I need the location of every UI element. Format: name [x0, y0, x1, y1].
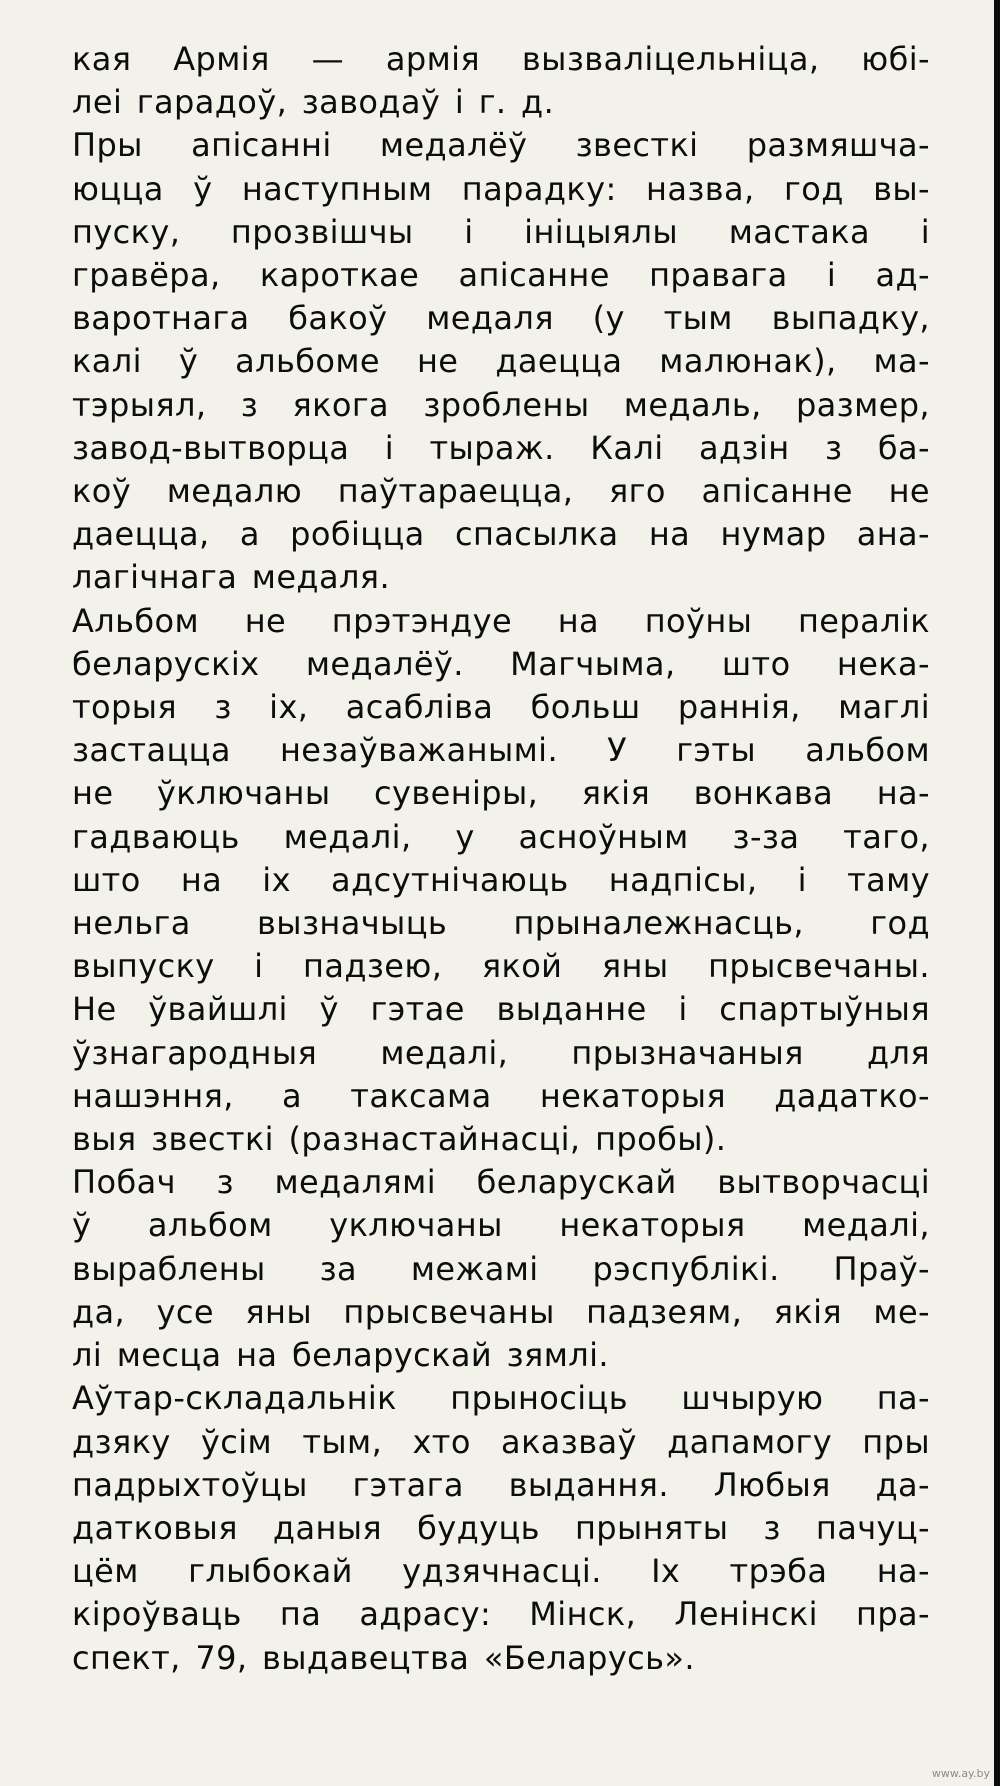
text-line: датковыя даныя будуць прыняты з пачуц-: [72, 1508, 930, 1547]
text-line: беларускіх медалёў. Магчыма, што нека-: [72, 644, 930, 683]
text-line: Аўтар-складальнік прыносіць шчырую па-: [72, 1379, 930, 1418]
text-line: ўзнагародныя медалі, прызначаныя для: [72, 1033, 930, 1072]
text-line: нашэння, а таксама некаторыя дадатко-: [72, 1076, 930, 1115]
text-line: кіроўваць па адрасу: Мінск, Ленінскі пра-: [72, 1595, 930, 1634]
text-line: коў медалю паўтараецца, яго апісанне не: [72, 472, 930, 511]
text-line: Побач з медалямі беларускай вытворчасці: [72, 1163, 930, 1202]
text-line: Пры апісанні медалёў звесткі размяшча-: [72, 126, 930, 165]
text-line: нельга вызначыць прыналежнасць, год: [72, 904, 930, 943]
text-line: тэрыял, з якога зроблены медаль, размер,: [72, 385, 930, 424]
text-line: ў альбом уключаны некаторыя медалі,: [72, 1206, 930, 1245]
text-line: што на іх адсутнічаюць надпісы, і таму: [72, 860, 930, 899]
text-line: Не ўвайшлі ў гэтае выданне і спартыўныя: [72, 990, 930, 1029]
text-line: падрыхтоўцы гэтага выдання. Любыя да-: [72, 1465, 930, 1504]
text-line: гадваюць медалі, у асноўным з-за таго,: [72, 817, 930, 856]
text-line: застацца незаўважанымі. У гэты альбом: [72, 731, 930, 770]
text-line: калі ў альбоме не даецца малюнак), ма-: [72, 342, 930, 381]
text-line: юцца ў наступным парадку: назва, год вы-: [72, 169, 930, 208]
text-line: дзяку ўсім тым, хто аказваў дапамогу пры: [72, 1422, 930, 1461]
text-line: спект, 79, выдавецтва «Беларусь».: [72, 1638, 695, 1677]
text-line: лі месца на беларускай зямлі.: [72, 1336, 609, 1375]
text-line: гравёра, кароткае апісанне правага і ад-: [72, 256, 930, 295]
text-line: леі гарадоў, заводаў і г. д.: [72, 83, 555, 122]
paragraph-acknowledgement: [72, 1377, 930, 1679]
paragraph-description-order: [72, 124, 930, 599]
text-line: кая Армія — армія вызваліцельніца, юбі-: [72, 40, 930, 78]
paragraph-album-scope: [72, 600, 930, 1162]
paragraph-intro-continuation: [72, 38, 930, 124]
paragraph-foreign-medals: [72, 1161, 930, 1377]
text-line: Альбом не прэтэндуе на поўны пералік: [72, 601, 930, 640]
text-line: не ўключаны сувеніры, якія вонкава на-: [72, 774, 930, 813]
text-line: варотнага бакоў медаля (у тым выпадку,: [72, 299, 930, 338]
watermark-text: www.ay.by: [931, 1767, 990, 1780]
text-line: цём глыбокай удзячнасці. Іх трэба на-: [72, 1552, 930, 1591]
text-line: завод-вытворца і тыраж. Калі адзін з ба-: [72, 428, 930, 467]
text-line: выя звесткі (разнастайнасці, пробы).: [72, 1120, 727, 1159]
text-line: даецца, а робіцца спасылка на нумар ана-: [72, 515, 930, 554]
text-line: лагічнага медаля.: [72, 558, 391, 597]
text-line: пуску, прозвішчы і ініцыялы мастака і: [72, 212, 930, 251]
page-edge-shadow: [994, 0, 1000, 1786]
text-line: выраблены за межамі рэспублікі. Праў-: [72, 1249, 930, 1288]
text-line: да, усе яны прысвечаны падзеям, якія ме-: [72, 1292, 930, 1331]
text-line: торыя з іх, асабліва больш раннія, маглі: [72, 688, 930, 727]
text-line: выпуску і падзею, якой яны прысвечаны.: [72, 947, 930, 986]
